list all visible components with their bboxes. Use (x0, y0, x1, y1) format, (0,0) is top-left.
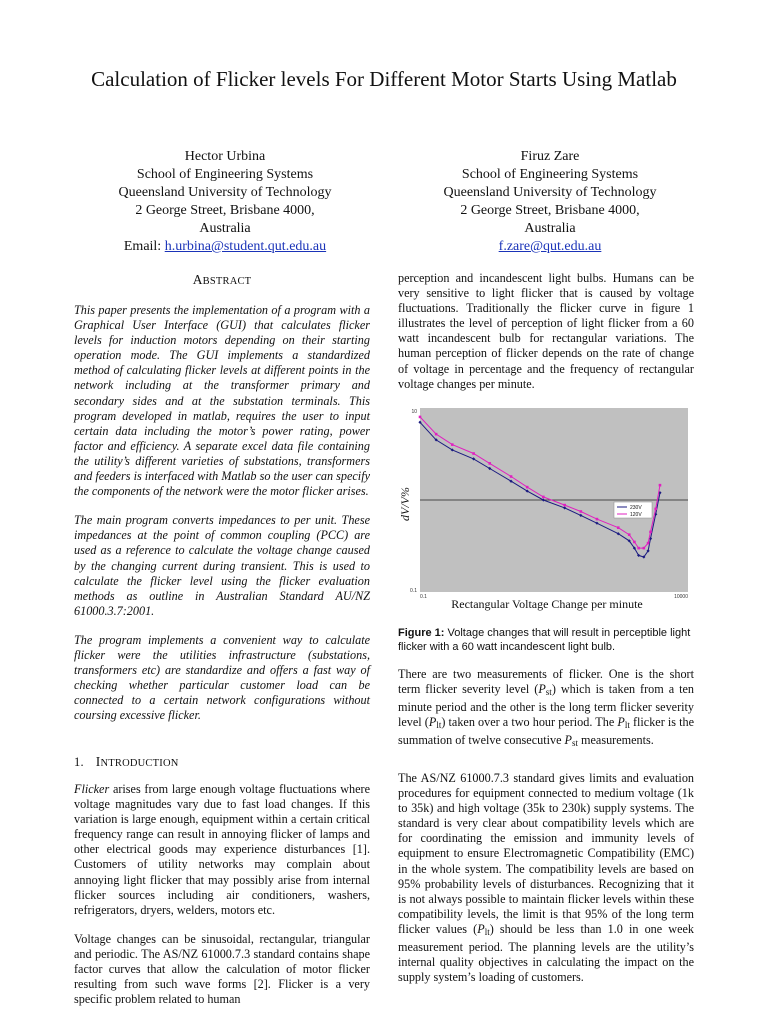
data-point (419, 416, 422, 419)
data-point (654, 508, 657, 511)
data-point (637, 547, 640, 550)
abstract-paragraph-2: The main program converts impedances to per unit. These impedances at the point of common coupling (PCC) are used as a reference to calculate the voltage change caused by the changing current during transient. This is used to calculate the flicker level using the flicker evaluation methods as outline in Australian Standard AU/NZ 61000.3.7:2001. (74, 513, 370, 618)
data-point (451, 443, 454, 446)
intro-paragraph-2: Voltage changes can be sinusoidal, rectangular, triangular and periodic. The AS/NZ 61000.7.3 standard contains shape factor curves that allow the calculation of motor flicker resulting from such wave forms [2]. Flicker is a very specific problem related to human (74, 931, 370, 1007)
author-country: Australia (199, 221, 251, 236)
right-paragraph-1: perception and incandescent light bulbs. Humans can be very sensitive to light flicker that is caused by voltage fluctuations. Traditionally the flicker curve in figure 1 illustrates the level of perception of light flicker from a 60 watt incandescent bulb for rectangular variations. The human perception of flicker depends on the rate of change of voltage in percentage and the frequency of rectangular voltage changes per minute. (398, 271, 694, 391)
legend-entry: 120V (630, 512, 642, 518)
email-link[interactable]: h.urbina@student.qut.edu.au (164, 239, 327, 254)
data-point (617, 526, 620, 529)
author-email-line (385, 238, 715, 256)
author-country: Australia (524, 221, 576, 236)
introduction-heading: 1. INTRODUCTION (74, 754, 179, 769)
author-affiliation: School of Engineering Systems (461, 167, 639, 182)
data-point (472, 452, 475, 455)
data-point (647, 542, 650, 545)
data-point (659, 484, 662, 487)
data-point (435, 433, 438, 436)
abstract-heading: ABSTRACT (192, 272, 252, 287)
data-point (580, 510, 583, 513)
x-axis-label: Rectangular Voltage Change per minute (451, 597, 643, 611)
y-axis-label: dV/V% (398, 487, 412, 521)
abstract-paragraph-1: This paper presents the implementation of a program with a Graphical User Interface (GUI) that calculates flicker levels for induction motors depending on their starting operation mode. The GUI implements a standardized method of calculating flicker levels at different points in the network including at the transformer primary and secondary sides and at the substation terminals. This program developed in matlab, requires the user to input certain data including the motor’s power rating, power factor and efficiency. A separate excel data file containing the utility’s different varieties of substations, transformers and feeders is interfaced with Matlab so the user can specify the components of the network were the motor flicker arises. (74, 303, 370, 499)
author-university: Queensland University of Technology (443, 185, 657, 200)
author-name: Firuz Zare (520, 149, 580, 164)
y-tick-label: 0.1 (410, 588, 417, 594)
data-point (628, 533, 631, 536)
email-link[interactable]: f.zare@qut.edu.au (498, 239, 602, 254)
email-label: Email: (123, 239, 165, 254)
intro-paragraph-1: Flicker arises from large enough voltage fluctuations where voltage magnitudes vary due to fast load changes. If this variation is large enough, equipment within a certain critical frequency range can result in annoying flicker of lamps and other electrical goods may experience disturbances [1]. Customers of utility networks may complain about annoying light flicker that may possibly arise from internal flicker sources including air conditioners, washers, refrigerators, dryers, welders, motors etc. (74, 782, 370, 917)
abstract-paragraph-3: The program implements a convenient way to calculate flicker were the utilities infrastructure (substations, transformers etc) are standardize and offers a fast way of checking whether particular customer load can be connected to a certain network configurations without coursing excessive flicker. (74, 632, 370, 723)
figure-1 (398, 402, 696, 611)
data-point (596, 518, 599, 521)
x-tick-label: 10000 (674, 594, 688, 600)
data-point (488, 462, 491, 465)
author-block-2 (385, 148, 715, 256)
right-paragraph-3: The AS/NZ 61000.7.3 standard gives limits and evaluation procedures for equipment connected to medium voltage (1k to 35k) and high voltage (35k to 230k) supply systems. The standard is very clear about compatibility levels which are for coordinating the emission and immunity levels of equipment to ensure Electromagnetic Compatibility (EMC) in the whole system. The compatibility levels are based on 95% probability levels of disturbances. Recognizing that it is not always possible to maintain flicker levels within these compatibility levels, the limit is that 95% of the long term flicker values $(P_{lt})$ should be less than 1.0 in one week measurement period. The planning levels are the utility’s internal quality objectives in calculating the impact on the supply system’s loading of customers. (398, 771, 694, 985)
data-point (510, 475, 513, 478)
author-affiliation: School of Engineering Systems (136, 167, 314, 182)
right-paragraph-2: There are two measurements of flicker. One is the short term flicker severity level $(P_{st})$ which is taken from a ten minute period and the other is the long term flicker severity level $(P_{lt})$ taken over a two hour period. The $P_{lt}$ flicker is the summation of twelve consecutive $P_{st}$ measurements. (398, 667, 695, 749)
data-point (526, 486, 529, 489)
chart-legend (614, 502, 652, 518)
data-point (649, 531, 652, 534)
data-point (643, 547, 646, 550)
author-name: Hector Urbina (184, 149, 266, 164)
figure-1-caption: Figure 1: Voltage changes that will result in perceptible light flicker with a 60 watt incandescent light bulb. (398, 627, 691, 653)
author-block-1 (60, 148, 390, 256)
author-address: 2 George Street, Brisbane 4000, (460, 203, 640, 218)
legend-entry: 230V (630, 505, 642, 511)
author-email-line (60, 238, 390, 256)
data-point (563, 504, 566, 507)
flicker-curve-chart (398, 402, 696, 611)
paper-title: Calculation of Flicker levels For Different Motor Starts Using Matlab (91, 67, 677, 91)
x-tick-label: 0.1 (420, 594, 427, 600)
left-column (74, 303, 370, 723)
author-address: 2 George Street, Brisbane 4000, (135, 203, 315, 218)
data-point (633, 541, 636, 544)
y-tick-label: 10 (411, 409, 417, 415)
introduction-text (74, 782, 370, 1007)
data-point (542, 496, 545, 499)
author-university: Queensland University of Technology (118, 185, 332, 200)
